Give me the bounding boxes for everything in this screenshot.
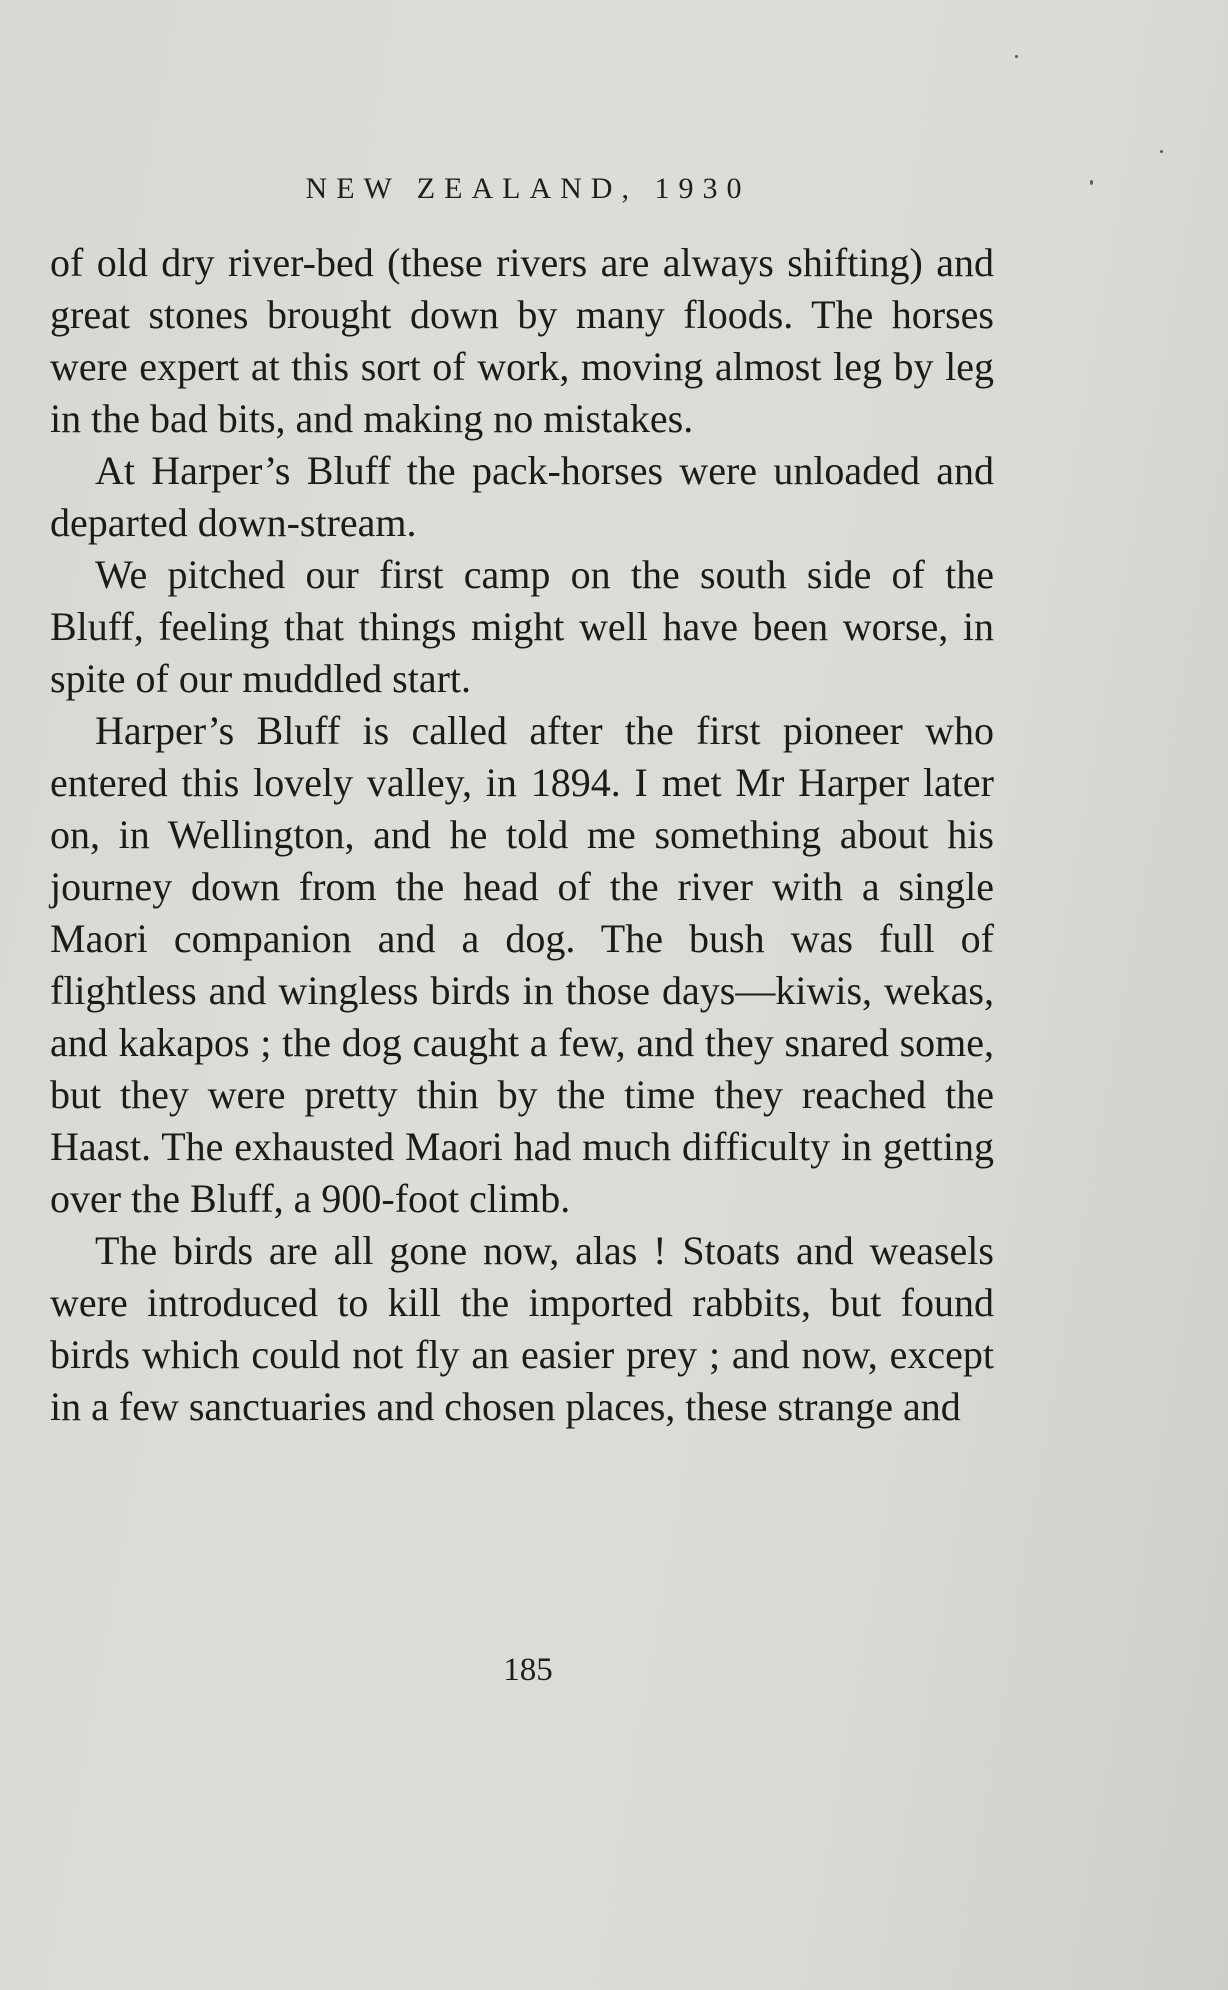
paper-speck [1090, 180, 1093, 185]
paragraph: The birds are all gone now, alas ! Stoats and weasels were introduced to kill the imported rabbits, but found birds which could not fly an easier prey ; and now, except in a few sanctuaries and chosen places, these strange and [50, 1228, 994, 1429]
body-text [50, 237, 994, 1433]
running-head: NEW ZEALAND, 1930 [305, 172, 751, 205]
paragraph: Harper’s Bluff is called after the first pioneer who entered this lovely valley, in 1894. I met Mr Harper later on, in Wellington, and he told me something about his journey down from the head of the river with a single Maori companion and a dog. The bush was full of flightless and wingless birds in those days—kiwis, wekas, and kakapos ; the dog caught a few, and they snared some, but they were pretty thin by the time they reached the Haast. The exhausted Maori had much difficulty in getting over the Bluff, a 900-foot climb. [50, 708, 994, 1221]
paper-speck [1015, 55, 1018, 58]
page-number: 185 [503, 1652, 553, 1688]
paragraph-continued: of old dry river-bed (these rivers are always shifting) and great stones brought down by many floods. The horses were expert at this sort of work, moving almost leg by leg in the bad bits, and making no mistakes. [50, 240, 994, 441]
paragraph: We pitched our first camp on the south side of the Bluff, feeling that things might well have been worse, in spite of our muddled start. [50, 552, 994, 701]
paragraph: At Harper’s Bluff the pack-horses were unloaded and departed down-stream. [50, 448, 994, 545]
paper-speck [1160, 150, 1163, 153]
